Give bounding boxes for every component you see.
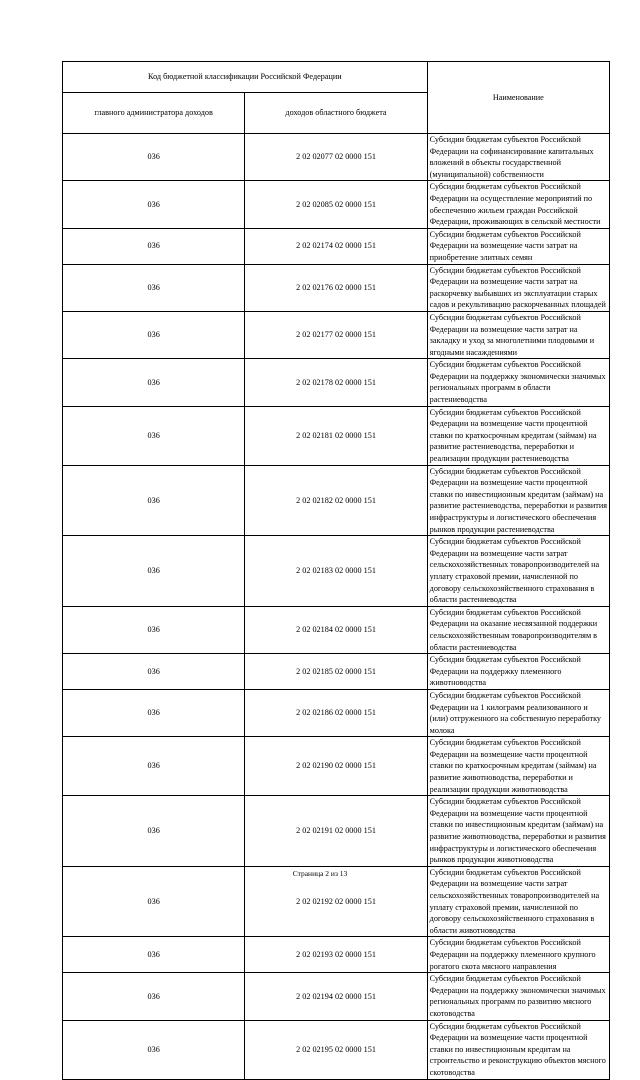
table-row xyxy=(63,359,610,406)
header-classification-code: Код бюджетной классификации Российской Федерации xyxy=(63,62,428,93)
admin-code-cell: 036 xyxy=(63,228,245,264)
name-cell: Субсидии бюджетам субъектов Российской Федерации на возмещение части процентной ставки по инвестиционным кредитам (займам) на развитие растениеводства, переработки и развития инфраструктуры и логистического обеспечения рынков продукции растениеводства xyxy=(427,465,609,536)
revenue-code-cell: 2 02 02182 02 0000 151 xyxy=(245,465,427,536)
name-cell: Субсидии бюджетам субъектов Российской Федерации на поддержку экономически значимых региональных программ в области растениеводства xyxy=(427,359,609,406)
revenue-code-cell: 2 02 02183 02 0000 151 xyxy=(245,536,427,607)
table-row xyxy=(63,654,610,690)
revenue-code-cell: 2 02 02192 02 0000 151 xyxy=(245,866,427,937)
table-row xyxy=(63,737,610,796)
name-cell: Субсидии бюджетам субъектов Российской Федерации на возмещение части затрат сельскохозяйственных товаропроизводителей на уплату страховой премии, начисленной по договору сельскохозяйственного страхования в области животноводства xyxy=(427,866,609,937)
name-cell: Субсидии бюджетам субъектов Российской Федерации на возмещение части затрат на закладку и уход за многолетними плодовыми и ягодными насаждениями xyxy=(427,311,609,358)
revenue-code-cell: 2 02 02184 02 0000 151 xyxy=(245,606,427,653)
revenue-code-cell: 2 02 02194 02 0000 151 xyxy=(245,973,427,1020)
name-cell: Субсидии бюджетам субъектов Российской Федерации на софинансирование капитальных вложений в объекты государственной (муниципальной) собственности xyxy=(427,134,609,181)
budget-classification-table xyxy=(62,61,610,1080)
admin-code-cell: 036 xyxy=(63,465,245,536)
name-cell: Субсидии бюджетам субъектов Российской Федерации на 1 килограмм реализованного и (или) отгруженного на собственную переработку молока xyxy=(427,689,609,736)
name-cell: Субсидии бюджетам субъектов Российской Федерации на возмещение части процентной ставки по краткосрочным кредитам (займам) на развитие растениеводства, переработки и реализации продукции растениеводства xyxy=(427,406,609,465)
name-cell: Субсидии бюджетам субъектов Российской Федерации на поддержку экономически значимых региональных программ по развитию мясного скотоводства xyxy=(427,973,609,1020)
admin-code-cell: 036 xyxy=(63,689,245,736)
admin-code-cell: 036 xyxy=(63,973,245,1020)
revenue-code-cell: 2 02 02174 02 0000 151 xyxy=(245,228,427,264)
revenue-code-cell: 2 02 02085 02 0000 151 xyxy=(245,181,427,228)
table-body xyxy=(63,134,610,1080)
admin-code-cell: 036 xyxy=(63,937,245,973)
table-row xyxy=(63,406,610,465)
name-cell: Субсидии бюджетам субъектов Российской Федерации на поддержку племенного крупного рогатого скота мясного направления xyxy=(427,937,609,973)
admin-code-cell: 036 xyxy=(63,359,245,406)
admin-code-cell: 036 xyxy=(63,406,245,465)
table-row xyxy=(63,465,610,536)
table-row xyxy=(63,606,610,653)
admin-code-cell: 036 xyxy=(63,311,245,358)
name-cell: Субсидии бюджетам субъектов Российской Федерации на возмещение части процентной ставки по инвестиционным кредитам на строительство и реконструкцию объектов мясного скотоводства xyxy=(427,1020,609,1079)
page-number: Страница 2 из 13 xyxy=(292,869,348,878)
name-cell: Субсидии бюджетам субъектов Российской Федерации на оказание несвязанной поддержки сельскохозяйственным товаропроизводителям в области растениеводства xyxy=(427,606,609,653)
name-cell: Субсидии бюджетам субъектов Российской Федерации на возмещение части затрат на приобретение элитных семян xyxy=(427,228,609,264)
admin-code-cell: 036 xyxy=(63,264,245,311)
table-row xyxy=(63,937,610,973)
table-row xyxy=(63,796,610,867)
name-cell: Субсидии бюджетам субъектов Российской Федерации на осуществление мероприятий по обеспечению жильем граждан Российской Федерации, проживающих в сельской местности xyxy=(427,181,609,228)
admin-code-cell: 036 xyxy=(63,1020,245,1079)
name-cell: Субсидии бюджетам субъектов Российской Федерации на возмещение части затрат сельскохозяйственных товаропроизводителей на уплату страховой премии, начисленной по договору сельскохозяйственного страхования в области растениеводства xyxy=(427,536,609,607)
admin-code-cell: 036 xyxy=(63,181,245,228)
table-row xyxy=(63,264,610,311)
admin-code-cell: 036 xyxy=(63,654,245,690)
revenue-code-cell: 2 02 02077 02 0000 151 xyxy=(245,134,427,181)
table-row xyxy=(63,1020,610,1079)
header-name: Наименование xyxy=(427,62,609,134)
name-cell: Субсидии бюджетам субъектов Российской Федерации на возмещение части процентной ставки по инвестиционным кредитам (займам) на развитие животноводства, переработки и развития инфраструктуры и логистического обеспечения рынков продукции животноводства xyxy=(427,796,609,867)
table-row xyxy=(63,134,610,181)
table-row xyxy=(63,181,610,228)
revenue-code-cell: 2 02 02177 02 0000 151 xyxy=(245,311,427,358)
name-cell: Субсидии бюджетам субъектов Российской Федерации на возмещение части процентной ставки по краткосрочным кредитам (займам) на развитие животноводства, переработки и реализации продукции животноводства xyxy=(427,737,609,796)
header-revenue-code: доходов областного бюджета xyxy=(245,93,427,134)
revenue-code-cell: 2 02 02193 02 0000 151 xyxy=(245,937,427,973)
revenue-code-cell: 2 02 02181 02 0000 151 xyxy=(245,406,427,465)
admin-code-cell: 036 xyxy=(63,536,245,607)
admin-code-cell: 036 xyxy=(63,606,245,653)
admin-code-cell: 036 xyxy=(63,866,245,937)
revenue-code-cell: 2 02 02176 02 0000 151 xyxy=(245,264,427,311)
table-row xyxy=(63,311,610,358)
name-cell: Субсидии бюджетам субъектов Российской Федерации на возмещение части затрат на раскорчевку выбывших из эксплуатации старых садов и рекультивацию раскорчеванных площадей xyxy=(427,264,609,311)
admin-code-cell: 036 xyxy=(63,737,245,796)
header-admin: главного администратора доходов xyxy=(63,93,245,134)
admin-code-cell: 036 xyxy=(63,134,245,181)
revenue-code-cell: 2 02 02191 02 0000 151 xyxy=(245,796,427,867)
table-row xyxy=(63,536,610,607)
revenue-code-cell: 2 02 02178 02 0000 151 xyxy=(245,359,427,406)
table-row xyxy=(63,689,610,736)
revenue-code-cell: 2 02 02185 02 0000 151 xyxy=(245,654,427,690)
revenue-code-cell: 2 02 02186 02 0000 151 xyxy=(245,689,427,736)
table-row xyxy=(63,973,610,1020)
table-row xyxy=(63,228,610,264)
name-cell: Субсидии бюджетам субъектов Российской Федерации на поддержку племенного животноводства xyxy=(427,654,609,690)
admin-code-cell: 036 xyxy=(63,796,245,867)
revenue-code-cell: 2 02 02195 02 0000 151 xyxy=(245,1020,427,1079)
revenue-code-cell: 2 02 02190 02 0000 151 xyxy=(245,737,427,796)
